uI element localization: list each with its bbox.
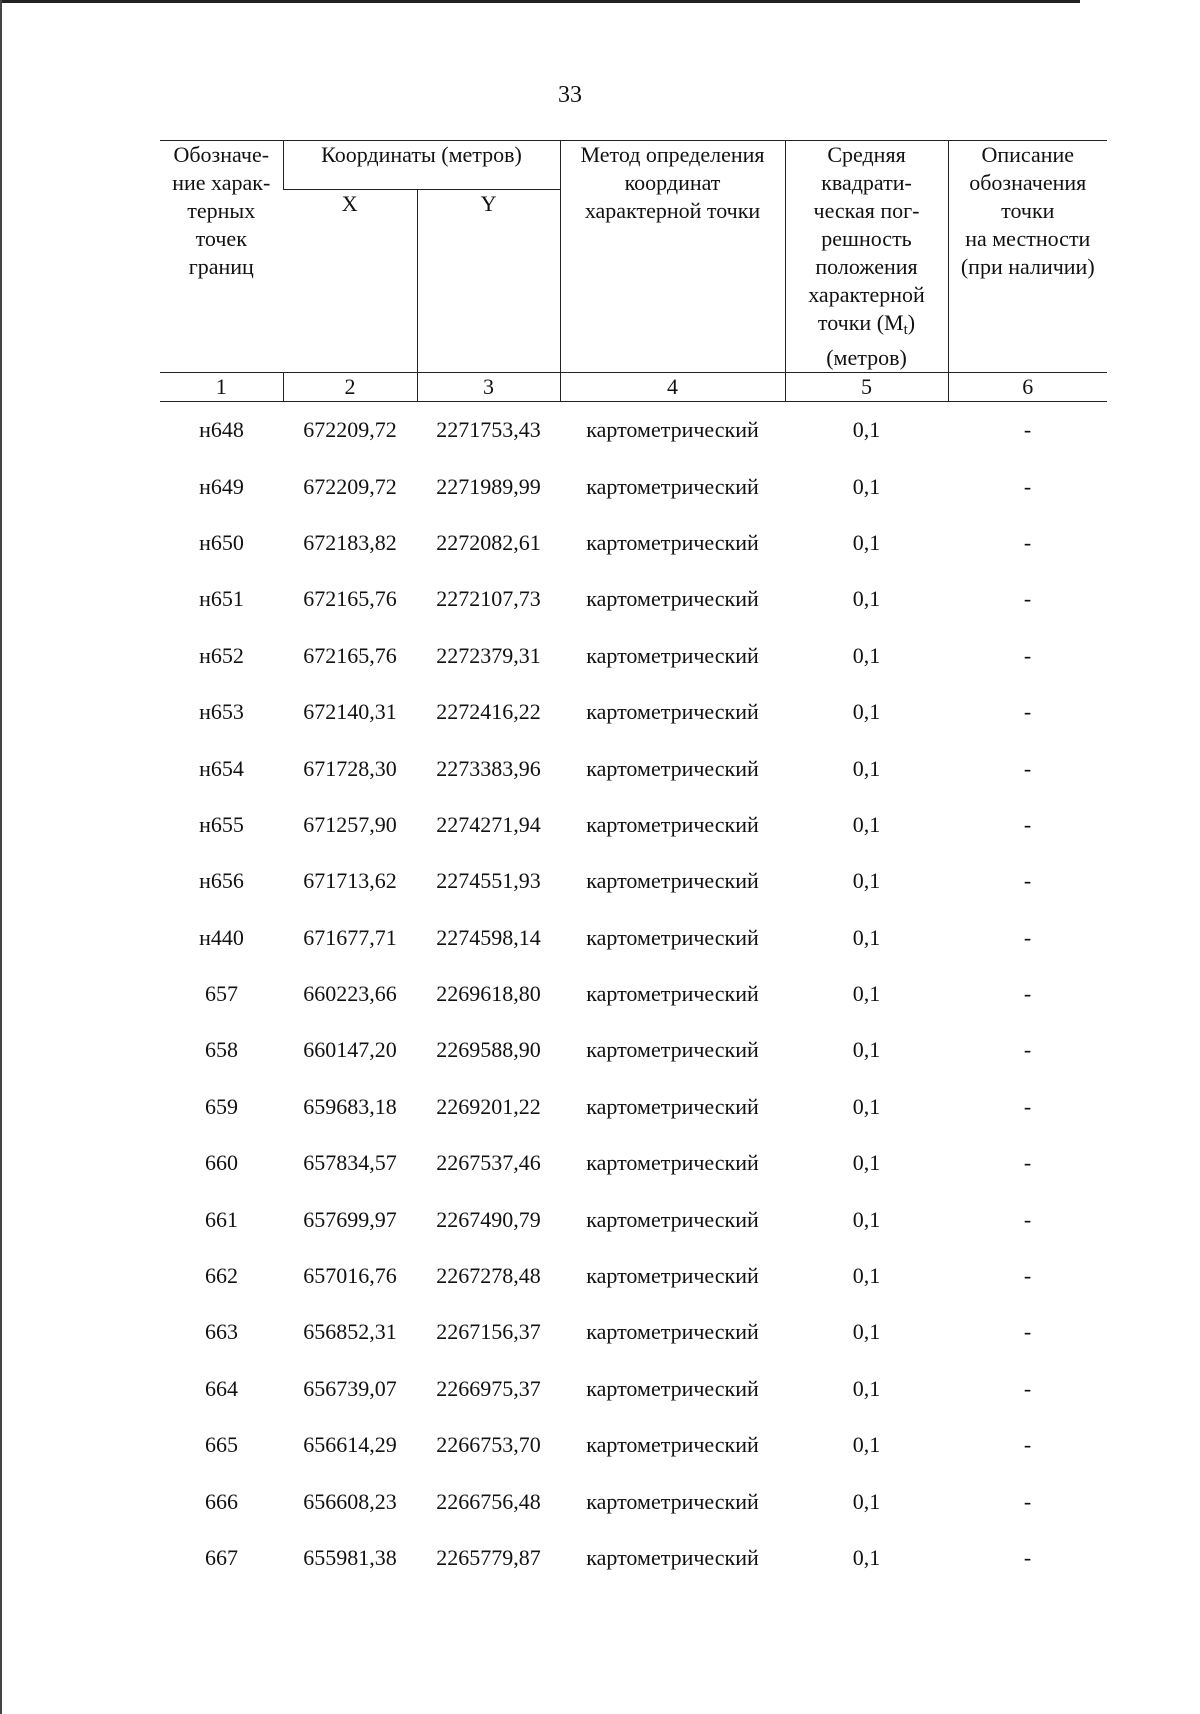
column-numbers-row	[160, 373, 1107, 402]
header-error-subscript: t	[903, 322, 908, 338]
header-error	[785, 141, 948, 373]
coord-x-cell: 672209,72	[303, 417, 397, 443]
point-designation-cell: 664	[205, 1375, 238, 1401]
description-cell: -	[1023, 1432, 1032, 1458]
error-value-cell: 0,1	[852, 755, 881, 781]
coord-x-cell: 671713,62	[303, 868, 397, 894]
method-cell: картометрический	[586, 924, 759, 950]
coord-y-cell: 2269588,90	[436, 1037, 541, 1063]
scan-top-border	[0, 0, 1080, 3]
coord-x-cell: 671728,30	[303, 755, 397, 781]
coordinates-table	[160, 140, 1107, 1586]
table-row	[160, 515, 1107, 571]
table-row	[160, 1022, 1107, 1078]
coord-x-cell: 657699,97	[303, 1206, 397, 1232]
point-designation-cell: н649	[199, 473, 244, 499]
coord-x-cell: 671677,71	[303, 924, 397, 950]
point-designation-cell: 665	[205, 1432, 238, 1458]
method-cell: картометрический	[586, 586, 759, 612]
coord-x-cell: 660223,66	[303, 981, 397, 1007]
point-designation-cell: 662	[205, 1263, 238, 1289]
coord-y-cell: 2271753,43	[436, 417, 541, 443]
coord-x-cell: 672183,82	[303, 529, 397, 555]
page-number: 33	[558, 82, 582, 108]
description-cell: -	[1023, 1093, 1032, 1119]
error-value-cell: 0,1	[852, 1093, 881, 1119]
column-number-cell: 1	[160, 373, 283, 402]
point-designation-cell: 661	[205, 1206, 238, 1232]
coord-y-cell: 2271989,99	[436, 473, 541, 499]
table-row	[160, 458, 1107, 514]
method-cell: картометрический	[586, 1375, 759, 1401]
point-designation-cell: 657	[205, 981, 238, 1007]
description-cell: -	[1023, 868, 1032, 894]
error-value-cell: 0,1	[852, 1432, 881, 1458]
error-value-cell: 0,1	[852, 1488, 881, 1514]
coord-y-cell: 2272107,73	[436, 586, 541, 612]
header-description: Описание обозначения точки на местности (при наличии)	[948, 141, 1107, 373]
coord-x-cell: 657016,76	[303, 1263, 397, 1289]
method-cell: картометрический	[586, 642, 759, 668]
error-value-cell: 0,1	[852, 642, 881, 668]
coord-x-cell: 671257,90	[303, 811, 397, 837]
table-row	[160, 853, 1107, 909]
method-cell: картометрический	[586, 1206, 759, 1232]
table-row	[160, 740, 1107, 796]
description-cell: -	[1023, 1150, 1032, 1176]
point-designation-cell: 666	[205, 1488, 238, 1514]
point-designation-cell: н650	[199, 529, 244, 555]
error-value-cell: 0,1	[852, 811, 881, 837]
coord-x-cell: 672165,76	[303, 642, 397, 668]
description-cell: -	[1023, 811, 1032, 837]
point-designation-cell: н651	[199, 586, 244, 612]
description-cell: -	[1023, 1263, 1032, 1289]
coord-y-cell: 2273383,96	[436, 755, 541, 781]
method-cell: картометрический	[586, 529, 759, 555]
description-cell: -	[1023, 924, 1032, 950]
method-cell: картометрический	[586, 417, 759, 443]
coord-y-cell: 2267156,37	[436, 1319, 541, 1345]
table-row	[160, 1417, 1107, 1473]
error-value-cell: 0,1	[852, 1206, 881, 1232]
header-method: Метод определения координат характерной точки	[560, 141, 785, 373]
header-designation: Обозначе- ние харак- терных точек границ	[160, 141, 283, 373]
description-cell: -	[1023, 699, 1032, 725]
header-error-main: Средняя квадрати- ческая пог- решность положения характерной точки (M	[808, 142, 925, 335]
point-designation-cell: 658	[205, 1037, 238, 1063]
coord-y-cell: 2267537,46	[436, 1150, 541, 1176]
table-row	[160, 684, 1107, 740]
coord-x-cell: 655981,38	[303, 1545, 397, 1570]
column-number-cell: 5	[785, 373, 948, 402]
coord-x-cell: 672209,72	[303, 473, 397, 499]
coord-y-cell: 2265779,87	[436, 1545, 541, 1570]
description-cell: -	[1023, 417, 1032, 443]
table-row	[160, 1135, 1107, 1191]
coord-x-cell: 659683,18	[303, 1093, 397, 1119]
error-value-cell: 0,1	[852, 529, 881, 555]
method-cell: картометрический	[586, 981, 759, 1007]
error-value-cell: 0,1	[852, 1375, 881, 1401]
point-designation-cell: 660	[205, 1150, 238, 1176]
coord-x-cell: 672140,31	[303, 699, 397, 725]
table-row	[160, 966, 1107, 1022]
table-row	[160, 1304, 1107, 1360]
coord-y-cell: 2269618,80	[436, 981, 541, 1007]
point-designation-cell: н656	[199, 868, 244, 894]
table-row	[160, 797, 1107, 853]
point-designation-cell: 667	[205, 1545, 238, 1570]
coord-y-cell: 2266753,70	[436, 1432, 541, 1458]
scan-left-border	[0, 0, 2, 1714]
coord-x-cell: 656608,23	[303, 1488, 397, 1514]
description-cell: -	[1023, 1545, 1032, 1570]
header-y: Y	[417, 190, 560, 373]
description-cell: -	[1023, 1375, 1032, 1401]
table-row	[160, 1079, 1107, 1135]
description-cell: -	[1023, 981, 1032, 1007]
description-cell: -	[1023, 529, 1032, 555]
coord-y-cell: 2272082,61	[436, 529, 541, 555]
description-cell: -	[1023, 1206, 1032, 1232]
description-cell: -	[1023, 755, 1032, 781]
coord-y-cell: 2274271,94	[436, 811, 541, 837]
table-row	[160, 1248, 1107, 1304]
coord-x-cell: 656852,31	[303, 1319, 397, 1345]
column-number-cell: 3	[417, 373, 560, 402]
header-x: X	[341, 191, 358, 216]
point-designation-cell: н652	[199, 642, 244, 668]
point-designation-cell: н440	[199, 924, 244, 950]
description-cell: -	[1023, 1037, 1032, 1063]
header-coordinates: Координаты (метров)	[283, 141, 560, 190]
coord-x-cell: 672165,76	[303, 586, 397, 612]
error-value-cell: 0,1	[852, 699, 881, 725]
method-cell: картометрический	[586, 868, 759, 894]
coord-y-cell: 2274598,14	[436, 924, 541, 950]
point-designation-cell: н653	[199, 699, 244, 725]
method-cell: картометрический	[586, 1545, 759, 1570]
method-cell: картометрический	[586, 1263, 759, 1289]
table-row	[160, 1361, 1107, 1417]
description-cell: -	[1023, 586, 1032, 612]
coord-x-cell: 657834,57	[303, 1150, 397, 1176]
method-cell: картометрический	[586, 1093, 759, 1119]
coord-x-cell: 656614,29	[303, 1432, 397, 1458]
point-designation-cell: н648	[199, 417, 244, 443]
table-row	[160, 1473, 1107, 1529]
method-cell: картометрический	[586, 1319, 759, 1345]
column-number-cell: 4	[560, 373, 785, 402]
method-cell: картометрический	[586, 755, 759, 781]
coord-y-cell: 2266756,48	[436, 1488, 541, 1514]
error-value-cell: 0,1	[852, 868, 881, 894]
error-value-cell: 0,1	[852, 1037, 881, 1063]
header-error-tail: ) (метров)	[826, 310, 916, 370]
error-value-cell: 0,1	[852, 1319, 881, 1345]
table-row	[160, 402, 1107, 459]
column-number-cell: 6	[948, 373, 1107, 402]
table-row	[160, 628, 1107, 684]
method-cell: картометрический	[586, 811, 759, 837]
error-value-cell: 0,1	[852, 1150, 881, 1176]
coord-y-cell: 2272416,22	[436, 699, 541, 725]
point-designation-cell: 663	[205, 1319, 238, 1345]
method-cell: картометрический	[586, 1037, 759, 1063]
table-row	[160, 1191, 1107, 1247]
method-cell: картометрический	[586, 699, 759, 725]
table-row	[160, 1530, 1107, 1586]
coord-y-cell: 2266975,37	[436, 1375, 541, 1401]
method-cell: картометрический	[586, 1432, 759, 1458]
coord-x-cell: 656739,07	[303, 1375, 397, 1401]
coord-y-cell: 2274551,93	[436, 868, 541, 894]
error-value-cell: 0,1	[852, 473, 881, 499]
coord-x-cell: 660147,20	[303, 1037, 397, 1063]
table-row	[160, 571, 1107, 627]
method-cell: картометрический	[586, 473, 759, 499]
table-row	[160, 910, 1107, 966]
error-value-cell: 0,1	[852, 924, 881, 950]
point-designation-cell: н655	[199, 811, 244, 837]
description-cell: -	[1023, 1488, 1032, 1514]
error-value-cell: 0,1	[852, 981, 881, 1007]
error-value-cell: 0,1	[852, 417, 881, 443]
coord-y-cell: 2267278,48	[436, 1263, 541, 1289]
coord-y-cell: 2269201,22	[436, 1093, 541, 1119]
point-designation-cell: 659	[205, 1093, 238, 1119]
column-number-cell: 2	[283, 373, 417, 402]
error-value-cell: 0,1	[852, 586, 881, 612]
point-designation-cell: н654	[199, 755, 244, 781]
coord-y-cell: 2267490,79	[436, 1206, 541, 1232]
description-cell: -	[1023, 1319, 1032, 1345]
error-value-cell: 0,1	[852, 1545, 881, 1570]
method-cell: картометрический	[586, 1150, 759, 1176]
coord-y-cell: 2272379,31	[436, 642, 541, 668]
table-body	[160, 402, 1107, 1587]
description-cell: -	[1023, 473, 1032, 499]
error-value-cell: 0,1	[852, 1263, 881, 1289]
method-cell: картометрический	[586, 1488, 759, 1514]
description-cell: -	[1023, 642, 1032, 668]
